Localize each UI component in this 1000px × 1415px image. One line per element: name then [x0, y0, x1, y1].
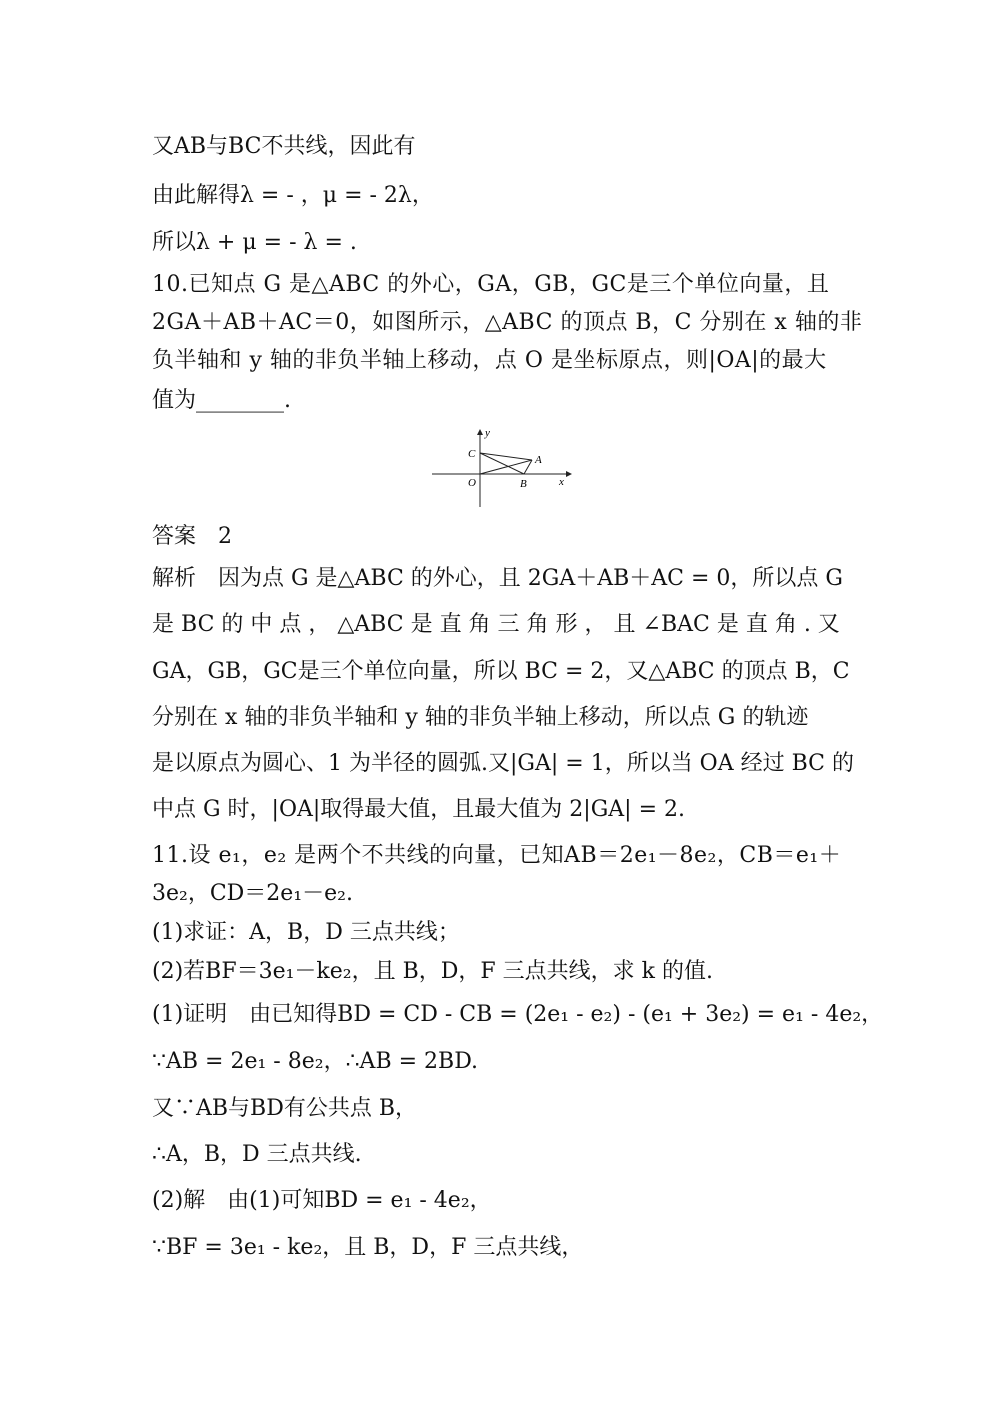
problem-11-line: 3e₂，CD＝2e₁－e₂. — [152, 881, 353, 906]
text-line: 所以λ + μ = - λ = . — [152, 230, 357, 255]
problem-10-line: 值为________. — [152, 388, 291, 413]
analysis-line: 中点 G 时，|OA|取得最大值，且最大值为 2|GA| = 2. — [152, 797, 685, 822]
problem-11-line: 11.设 e₁，e₂ 是两个不共线的向量，已知AB＝2e₁－8e₂，CB＝e₁＋ — [152, 843, 842, 868]
label-y: y — [485, 427, 490, 439]
x-axis-arrow — [566, 471, 572, 477]
y-axis-arrow — [477, 429, 483, 435]
problem-10-line: 10.已知点 G 是△ABC 的外心，GA，GB，GC是三个单位向量，且 — [152, 272, 830, 297]
problem-11-line: (1)求证：A，B，D 三点共线； — [152, 920, 460, 945]
label-a: A — [535, 454, 542, 466]
label-x: x — [559, 476, 564, 488]
problem-10-line: 负半轴和 y 轴的非负半轴上移动，点 O 是坐标原点，则|OA|的最大 — [152, 348, 827, 373]
problem-11-line: (2)若BF＝3e₁－ke₂，且 B，D，F 三点共线，求 k 的值. — [152, 959, 713, 984]
proof-line: ∴A，B，D 三点共线. — [152, 1142, 362, 1167]
text-line: 由此解得λ = - ，μ = - 2λ， — [152, 183, 434, 208]
solution-line: (2)解 由(1)可知BD = e₁ - 4e₂， — [152, 1188, 492, 1213]
label-o: O — [468, 477, 476, 489]
label-b: B — [520, 478, 527, 490]
problem-10-line: 2GA＋AB＋AC＝0，如图所示，△ABC 的顶点 B，C 分别在 x 轴的非 — [152, 310, 863, 335]
proof-line: ∵AB = 2e₁ - 8e₂，∴AB = 2BD. — [152, 1049, 479, 1074]
proof-line: 又∵AB与BD有公共点 B， — [152, 1096, 418, 1121]
text-line: 又AB与BC不共线，因此有 — [152, 134, 416, 159]
label-c: C — [468, 448, 476, 460]
analysis-line: 分别在 x 轴的非负半轴和 y 轴的非负半轴上移动，所以点 G 的轨迹 — [152, 705, 809, 730]
coordinate-figure — [428, 425, 578, 510]
analysis-line: 是 BC 的 中 点 ， △ABC 是 直 角 三 角 形 ， 且 ∠BAC 是 直 角 . 又 — [152, 612, 840, 637]
analysis-line: 解析 因为点 G 是△ABC 的外心，且 2GA＋AB＋AC = 0，所以点 G — [152, 566, 843, 591]
segment-oa — [480, 460, 532, 474]
analysis-line: 是以原点为圆心、1 为半径的圆弧.又|GA| = 1，所以当 OA 经过 BC 的 — [152, 751, 854, 776]
solution-line: ∵BF = 3e₁ - ke₂，且 B，D，F 三点共线， — [152, 1235, 584, 1260]
answer-line: 答案 2 — [152, 524, 232, 549]
proof-line: (1)证明 由已知得BD = CD - CB = (2e₁ - e₂) - (e₁ + 3e₂) = e₁ - 4e₂， — [152, 1002, 884, 1027]
analysis-line: GA，GB，GC是三个单位向量，所以 BC = 2，又△ABC 的顶点 B，C — [152, 659, 850, 684]
